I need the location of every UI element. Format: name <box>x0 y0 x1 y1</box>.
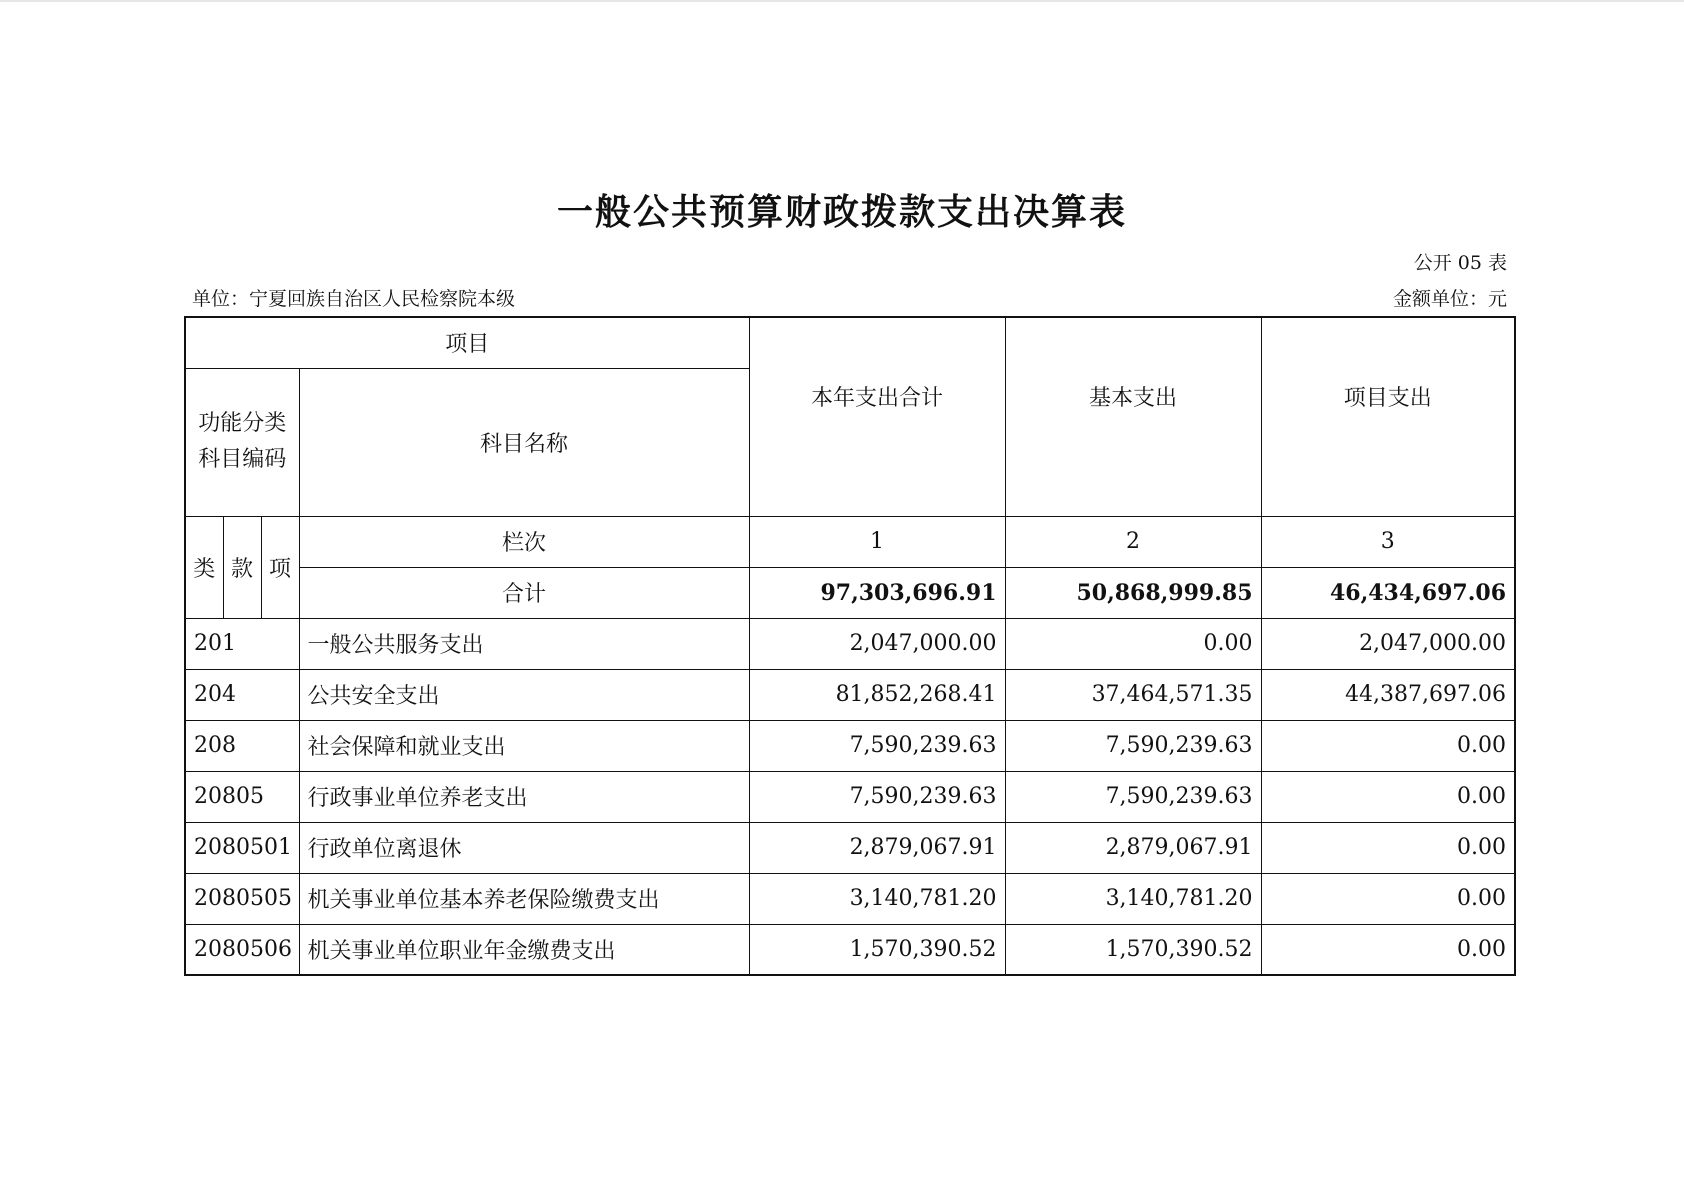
row-project: 44,387,697.06 <box>1261 669 1515 720</box>
row-name: 一般公共服务支出 <box>299 618 749 669</box>
table-row <box>185 771 1515 822</box>
row-project: 2,047,000.00 <box>1261 618 1515 669</box>
header-col2: 2 <box>1005 516 1261 567</box>
row-basic: 2,879,067.91 <box>1005 822 1261 873</box>
header-lei: 类 <box>185 516 223 618</box>
top-border-line <box>0 0 1684 2</box>
row-project: 0.00 <box>1261 720 1515 771</box>
row-project: 0.00 <box>1261 873 1515 924</box>
expenditure-table <box>184 316 1516 976</box>
row-total: 3,140,781.20 <box>749 873 1005 924</box>
table-row <box>185 720 1515 771</box>
header-basic-col: 基本支出 <box>1005 317 1261 516</box>
row-code: 2080506 <box>185 924 299 975</box>
header-col1: 1 <box>749 516 1005 567</box>
row-project: 0.00 <box>1261 924 1515 975</box>
header-col3: 3 <box>1261 516 1515 567</box>
row-total: 2,047,000.00 <box>749 618 1005 669</box>
row-code: 2080505 <box>185 873 299 924</box>
header-row-item <box>185 317 1515 368</box>
total-row <box>185 567 1515 618</box>
header-subject-name: 科目名称 <box>299 368 749 516</box>
row-name: 公共安全支出 <box>299 669 749 720</box>
page-title: 一般公共预算财政拨款支出决算表 <box>556 191 1127 233</box>
header-code-line2: 科目编码 <box>198 447 287 472</box>
row-code: 201 <box>185 618 299 669</box>
form-number: 公开 05 表 <box>1413 252 1507 274</box>
header-project-col: 项目支出 <box>1261 317 1515 516</box>
row-name: 行政单位离退休 <box>299 822 749 873</box>
row-name: 社会保障和就业支出 <box>299 720 749 771</box>
row-code: 208 <box>185 720 299 771</box>
header-kuan: 款 <box>223 516 261 618</box>
header-code <box>185 368 299 516</box>
header-code-line1: 功能分类 <box>198 411 287 436</box>
row-total: 7,590,239.63 <box>749 771 1005 822</box>
header-row-order <box>185 516 1515 567</box>
row-total: 7,590,239.63 <box>749 720 1005 771</box>
table-row <box>185 669 1515 720</box>
total-label: 合计 <box>299 567 749 618</box>
total-basic: 50,868,999.85 <box>1005 567 1261 618</box>
header-item: 项目 <box>185 317 749 368</box>
row-project: 0.00 <box>1261 771 1515 822</box>
row-total: 1,570,390.52 <box>749 924 1005 975</box>
row-code: 2080501 <box>185 822 299 873</box>
table-row <box>185 618 1515 669</box>
row-basic: 0.00 <box>1005 618 1261 669</box>
total-project: 46,434,697.06 <box>1261 567 1515 618</box>
row-basic: 37,464,571.35 <box>1005 669 1261 720</box>
header-total-col: 本年支出合计 <box>749 317 1005 516</box>
row-total: 81,852,268.41 <box>749 669 1005 720</box>
row-total: 2,879,067.91 <box>749 822 1005 873</box>
header-column-order: 栏次 <box>299 516 749 567</box>
row-name: 行政事业单位养老支出 <box>299 771 749 822</box>
table-row <box>185 924 1515 975</box>
row-project: 0.00 <box>1261 822 1515 873</box>
money-unit-label: 金额单位：元 <box>1392 288 1507 310</box>
header-xiang: 项 <box>261 516 299 618</box>
row-code: 20805 <box>185 771 299 822</box>
row-code: 204 <box>185 669 299 720</box>
row-basic: 1,570,390.52 <box>1005 924 1261 975</box>
row-name: 机关事业单位基本养老保险缴费支出 <box>299 873 749 924</box>
row-name: 机关事业单位职业年金缴费支出 <box>299 924 749 975</box>
row-basic: 3,140,781.20 <box>1005 873 1261 924</box>
table-row <box>185 873 1515 924</box>
row-basic: 7,590,239.63 <box>1005 771 1261 822</box>
unit-label: 单位：宁夏回族自治区人民检察院本级 <box>192 288 516 310</box>
total-sum: 97,303,696.91 <box>749 567 1005 618</box>
row-basic: 7,590,239.63 <box>1005 720 1261 771</box>
table-row <box>185 822 1515 873</box>
